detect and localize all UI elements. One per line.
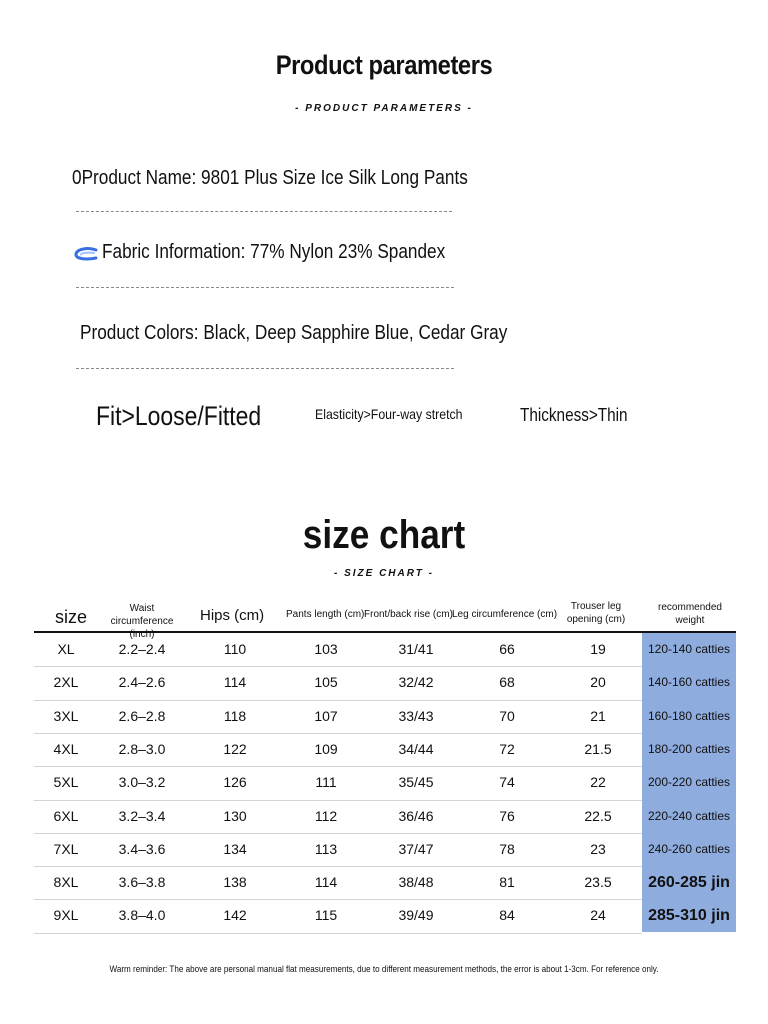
cell-waist: 2.8–3.0 [118,740,166,757]
cell-hips: 138 [223,874,247,891]
cell-waist: 3.6–3.8 [118,874,166,891]
cell-length: 111 [315,774,337,791]
cell-waist: 3.8–4.0 [118,907,166,924]
cell-rise: 38/48 [398,874,434,891]
cell-weight: 160-180 catties [647,708,731,723]
row-divider [34,933,642,934]
cell-length: 115 [314,907,338,924]
cell-leg: 78 [499,840,515,857]
thickness-attribute: Thickness>Thin [520,405,628,425]
cell-opening: 22 [590,774,606,791]
warm-reminder: Warm reminder: The above are personal manual flat measurements, due to different measurement methods, the error is about 1-3cm. For reference only. [109,964,659,974]
header-hips: Hips (cm) [200,607,265,624]
cell-size: 9XL [53,907,79,924]
cell-opening: 24 [590,907,606,924]
cell-hips: 134 [223,840,247,857]
cell-length: 114 [314,874,338,891]
cell-rise: 31/41 [398,641,434,657]
cell-rise: 39/49 [398,907,434,924]
cell-size: 6XL [53,807,79,824]
header-weight: recommended weight [658,602,722,626]
cell-rise: 37/47 [398,840,434,857]
divider [76,368,454,369]
elasticity-attribute: Elasticity>Four-way stretch [315,406,463,422]
cell-weight: 200-220 catties [647,775,731,790]
cell-weight: 240-260 catties [647,841,731,856]
cell-waist: 2.6–2.8 [118,707,166,724]
cell-hips: 118 [223,707,247,724]
cell-length: 103 [314,641,338,657]
cell-waist: 2.4–2.6 [118,674,166,691]
fabric-info: Fabric Information: 77% Nylon 23% Spandex [102,241,446,263]
header-rise: Front/back rise (cm) [364,609,453,620]
cell-weight: 140-160 catties [647,675,731,690]
cell-leg: 76 [499,807,515,824]
header-waist: Waist circumference (inch) [110,603,174,640]
size-chart-subtitle: - SIZE CHART - [333,568,435,579]
cell-opening: 19 [590,641,606,657]
cell-rise: 34/44 [398,740,434,757]
cell-leg: 70 [499,707,515,724]
cell-leg: 68 [499,674,515,691]
cell-hips: 114 [223,674,247,691]
cell-weight: 180-200 catties [647,741,731,756]
cell-size: 8XL [53,874,79,891]
product-colors: Product Colors: Black, Deep Sapphire Blue, Cedar Gray [80,322,508,344]
cell-opening: 22.5 [584,807,612,824]
size-chart-title: size chart [302,513,466,557]
cell-rise: 33/43 [398,707,434,724]
cell-waist: 3.2–3.4 [118,807,166,824]
divider [76,287,454,288]
cell-leg: 66 [499,641,515,657]
cell-opening: 23 [590,840,606,857]
cell-weight: 120-140 catties [647,642,731,656]
cell-leg: 74 [499,774,515,791]
product-name: 0Product Name: 9801 Plus Size Ice Silk Long Pants [72,167,468,189]
cell-hips: 126 [223,774,247,791]
cell-length: 112 [314,807,338,824]
header-leg: Leg circumference (cm) [452,609,558,620]
page-subtitle: - PRODUCT PARAMETERS - [295,103,473,114]
cell-size: 3XL [53,707,79,724]
cell-length: 105 [314,674,338,691]
swoosh-icon [74,247,98,261]
cell-rise: 35/45 [398,774,434,791]
cell-weight: 285-310 jin [648,907,730,925]
fit-attribute: Fit>Loose/Fitted [96,401,262,431]
cell-length: 107 [314,707,338,724]
cell-hips: 142 [223,907,247,924]
cell-rise: 36/46 [398,807,434,824]
cell-waist: 3.4–3.6 [118,840,166,857]
cell-hips: 110 [223,641,247,657]
cell-leg: 72 [499,740,515,757]
cell-hips: 130 [223,807,247,824]
divider [76,211,452,212]
cell-opening: 21.5 [584,740,612,757]
cell-hips: 122 [223,740,247,757]
page-title: Product parameters [275,50,493,80]
cell-waist: 2.2–2.4 [118,641,166,657]
cell-waist: 3.0–3.2 [118,774,166,791]
header-opening: Trouser leg opening (cm) [566,601,626,625]
cell-size: 7XL [53,840,79,857]
cell-rise: 32/42 [398,674,434,691]
cell-leg: 81 [499,874,515,891]
cell-opening: 23.5 [584,874,612,891]
cell-length: 109 [314,740,338,757]
header-length: Pants length (cm) [286,609,365,620]
cell-size: 4XL [53,740,79,757]
cell-opening: 21 [590,707,606,724]
cell-weight: 260-285 jin [648,874,730,892]
header-size: size [55,607,88,627]
cell-leg: 84 [499,907,515,924]
cell-size: 5XL [53,774,79,791]
cell-opening: 20 [590,674,606,691]
cell-weight: 220-240 catties [647,808,731,823]
cell-length: 113 [314,840,338,857]
cell-size: 2XL [53,674,79,691]
cell-size: XL [57,641,75,657]
